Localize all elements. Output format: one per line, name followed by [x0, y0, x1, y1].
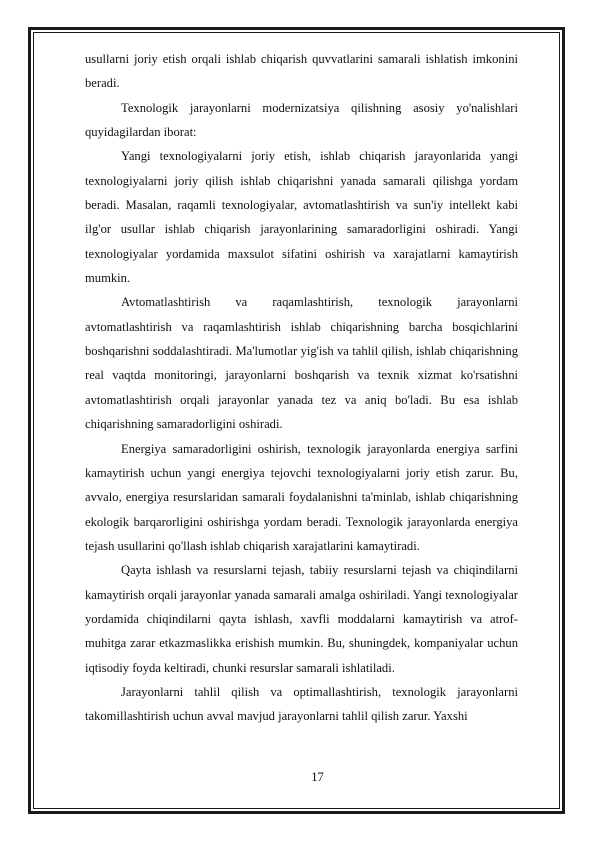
paragraph-continued: usullarni joriy etish orqali ishlab chiqarish quvvatlarini samarali ishlatish imkonini beradi.: [85, 52, 518, 91]
paragraph-automation: Avtomatlashtirish va raqamlashtirish, texnologik jarayonlarni avtomatlashtirish va raqamlashtirish ishlab chiqarishning barcha bosqichlarini boshqarishni soddalashtiradi. Ma'lumotlar yig'ish va tahlil qilish, ishlab chiqarishning real vaqtda monitoringi, jarayonlarni boshqarish va texnik xizmat ko'rsatishni avtomatlashtirish orqali jarayonlar yanada tez va aniq bo'ladi. Bu esa ishlab chiqarishning samaradorligini oshiradi.: [85, 295, 518, 432]
paragraph-optimization: Jarayonlarni tahlil qilish va optimallashtirish, texnologik jarayonlarni takomillashtirish uchun avval mavjud jarayonlarni tahlil qilish zarur. Yaxshi: [85, 684, 518, 724]
page-number: 17: [311, 770, 324, 784]
paragraph-intro: Texnologik jarayonlarni modernizatsiya qilishning asosiy yo'nalishlari quyidagilardan iborat:: [85, 100, 518, 140]
document-body: [85, 47, 518, 729]
paragraph-recycling: Qayta ishlash va resurslarni tejash, tabiiy resurslarni tejash va chiqindilarni kamaytirish orqali jarayonlar yanada samarali amalga oshiriladi. Yangi texnologiyalar yordamida chiqindilarni qayta ishlash, xavfli moddalarni kamaytirish va atrof-muhitga zarar etkazmaslikka erishish mumkin. Bu, shuningdek, kompaniyalar uchun iqtisodiy foyda keltiradi, chunki resurslar samarali ishlatiladi.: [85, 563, 518, 675]
paragraph-energy-efficiency: Energiya samaradorligini oshirish, texnologik jarayonlarda energiya sarfini kamaytirish uchun yangi energiya tejovchi texnologiyalarni joriy etish zarur. Bu, avvalo, energiya resurslaridan samarali foydalanishni ta'minlab, ishlab chiqarishning ekologik barqarorligini oshirishga yordam beradi. Texnologik jarayonlarda energiya tejash usullarini qo'llash ishlab chiqarish xarajatlarini kamaytiradi.: [85, 441, 518, 553]
paragraph-new-technologies: Yangi texnologiyalarni joriy etish, ishlab chiqarish jarayonlarida yangi texnologiyalarni joriy qilish ishlab chiqarishni yanada samarali qilishga yordam beradi. Masalan, raqamli texnologiyalar, avtomatlashtirish va sun'iy intellekt kabi ilg'or usullar ishlab chiqarish jarayonlarining samaradorligini oshiradi. Yangi texnologiyalar yordamida maxsulot sifatini oshirish va xarajatlarni kamaytirish mumkin.: [85, 149, 518, 286]
